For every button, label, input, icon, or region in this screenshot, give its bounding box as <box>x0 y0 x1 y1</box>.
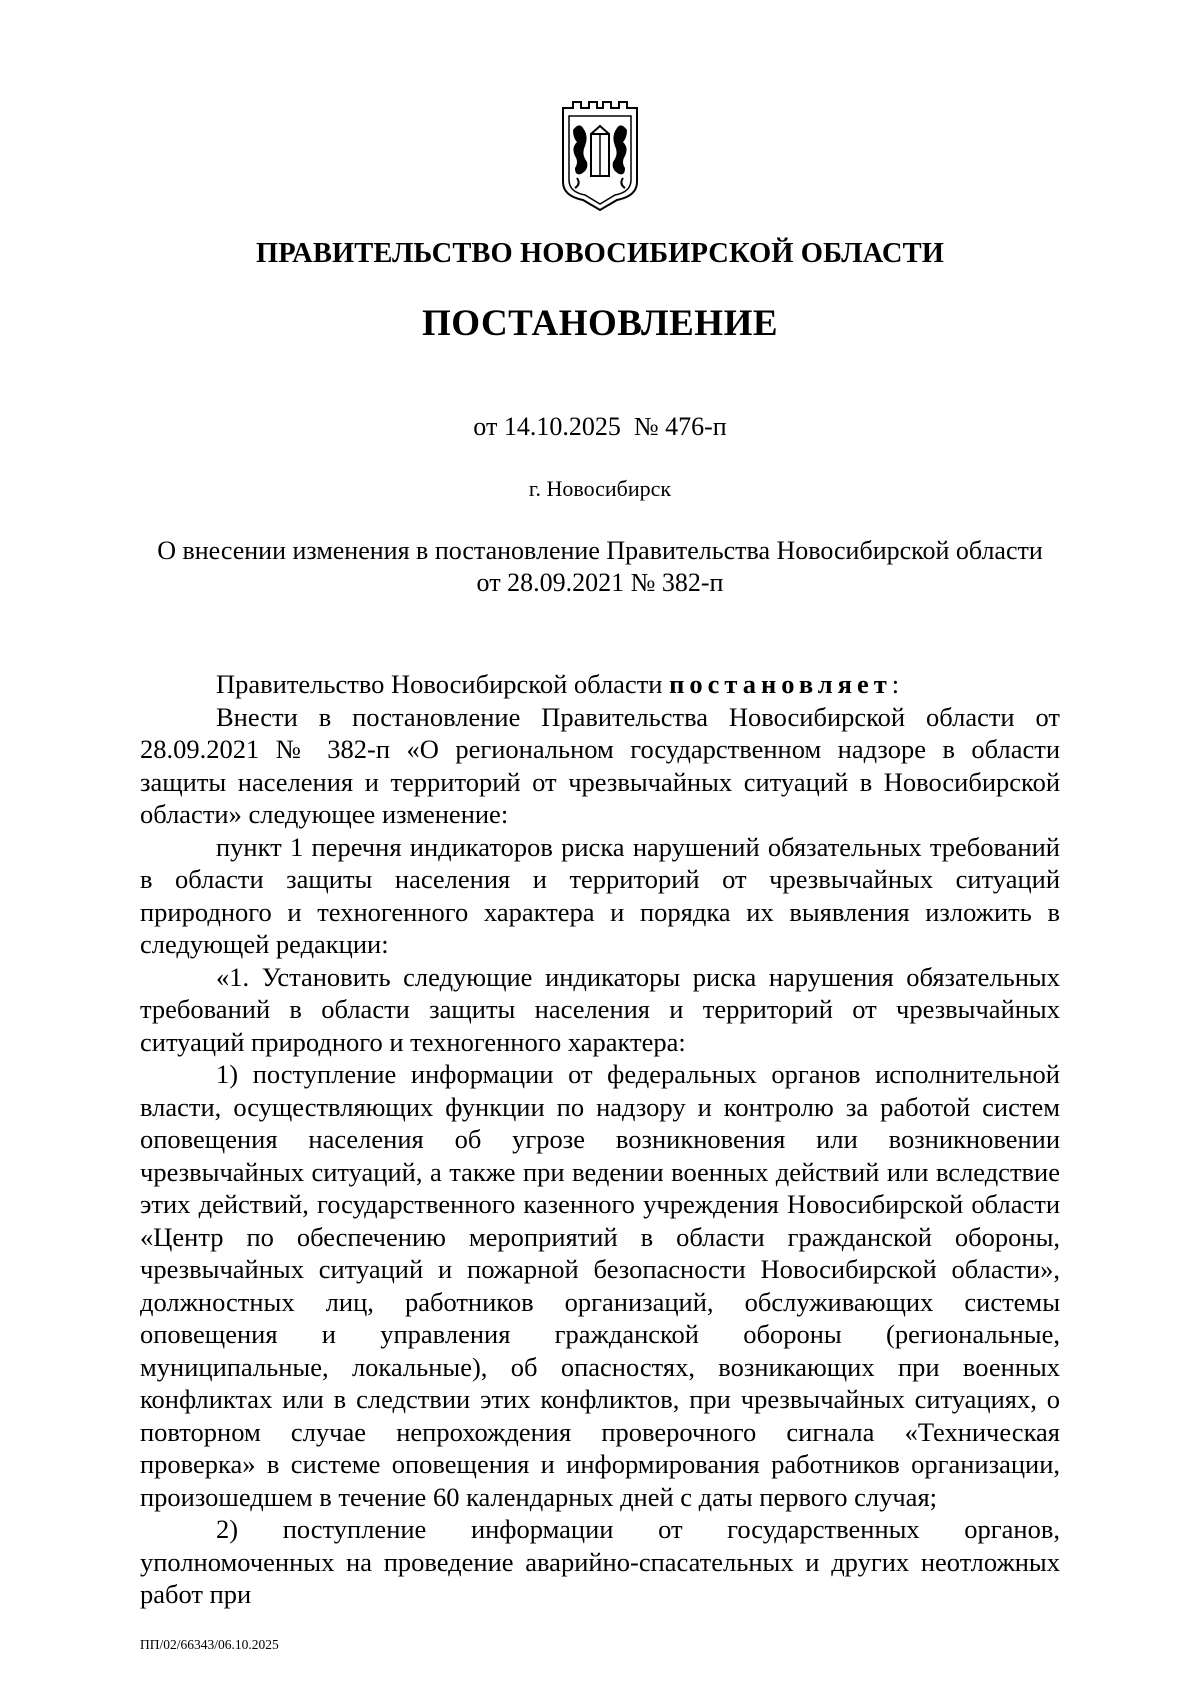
document-body <box>140 668 1060 1611</box>
body-paragraph-4: 1) поступление информации от федеральных органов исполнительной власти, осуществляющих функции по надзору и контролю за работой систем оповещения населения об угрозе возникновения или возникновении чрезвычайных ситуаций, а также при ведении военных действий или вследствие этих действий, государственного казенного учреждения Новосибирской области «Центр по обеспечению мероприятий в области гражданской обороны, чрезвычайных ситуаций и пожарной безопасности Новосибирской области», должностных лиц, работников организаций, обслуживающих системы оповещения и управления гражданской обороны (региональные, муниципальные, локальные), об опасностях, возникающих при военных конфликтах или в следствии этих конфликтов, при чрезвычайных ситуациях, о повторном случае непрохождения проверочного сигнала «Техническая проверка» в системе оповещения и информирования работников организации, произошедшем в течение 60 календарных дней с даты первого случая; <box>140 1059 1060 1512</box>
body-paragraph-3: «1. Установить следующие индикаторы риска нарушения обязательных требований в области защиты населения и территорий от чрезвычайных ситуаций природного и техногенного характера: <box>140 961 1060 1057</box>
decree-colon: : <box>891 669 900 699</box>
body-paragraph-5: 2) поступление информации от государственных органов, уполномоченных на проведение аварийно-спасательных и других неотложных работ при <box>140 1514 1060 1609</box>
document-subject <box>140 535 1060 599</box>
body-paragraph-1: Внести в постановление Правительства Новосибирской области от 28.09.2021 № 382-п «О региональном государственном надзоре в области защиты населения и территорий от чрезвычайных ситуаций в Новосибирской области» следующее изменение: <box>140 701 1060 829</box>
document-type-title: ПОСТАНОВЛЕНИЕ <box>421 303 779 344</box>
document-city: г. Новосибирск <box>528 476 672 501</box>
coat-of-arms-icon <box>559 100 641 212</box>
subject-line-1: О внесении изменения в постановление Правительства Новосибирской области <box>157 536 1043 565</box>
subject-line-2: от 28.09.2021 № 382-п <box>476 568 724 597</box>
body-paragraph-2: пункт 1 перечня индикаторов риска нарушений обязательных требований в области защиты населения и территорий от чрезвычайных ситуаций природного и техногенного характера и порядка их выявления изложить в следующей редакции: <box>140 831 1060 959</box>
government-title: ПРАВИТЕЛЬСТВО НОВОСИБИРСКОЙ ОБЛАСТИ <box>256 238 944 269</box>
decree-paragraph <box>140 668 1060 701</box>
decree-word: постановляет <box>669 669 892 699</box>
document-date-number: от 14.10.2025 № 476-п <box>473 412 727 441</box>
decree-intro: Правительство Новосибирской области <box>216 669 670 699</box>
document-footer-code: ПП/02/66343/06.10.2025 <box>140 1637 279 1652</box>
